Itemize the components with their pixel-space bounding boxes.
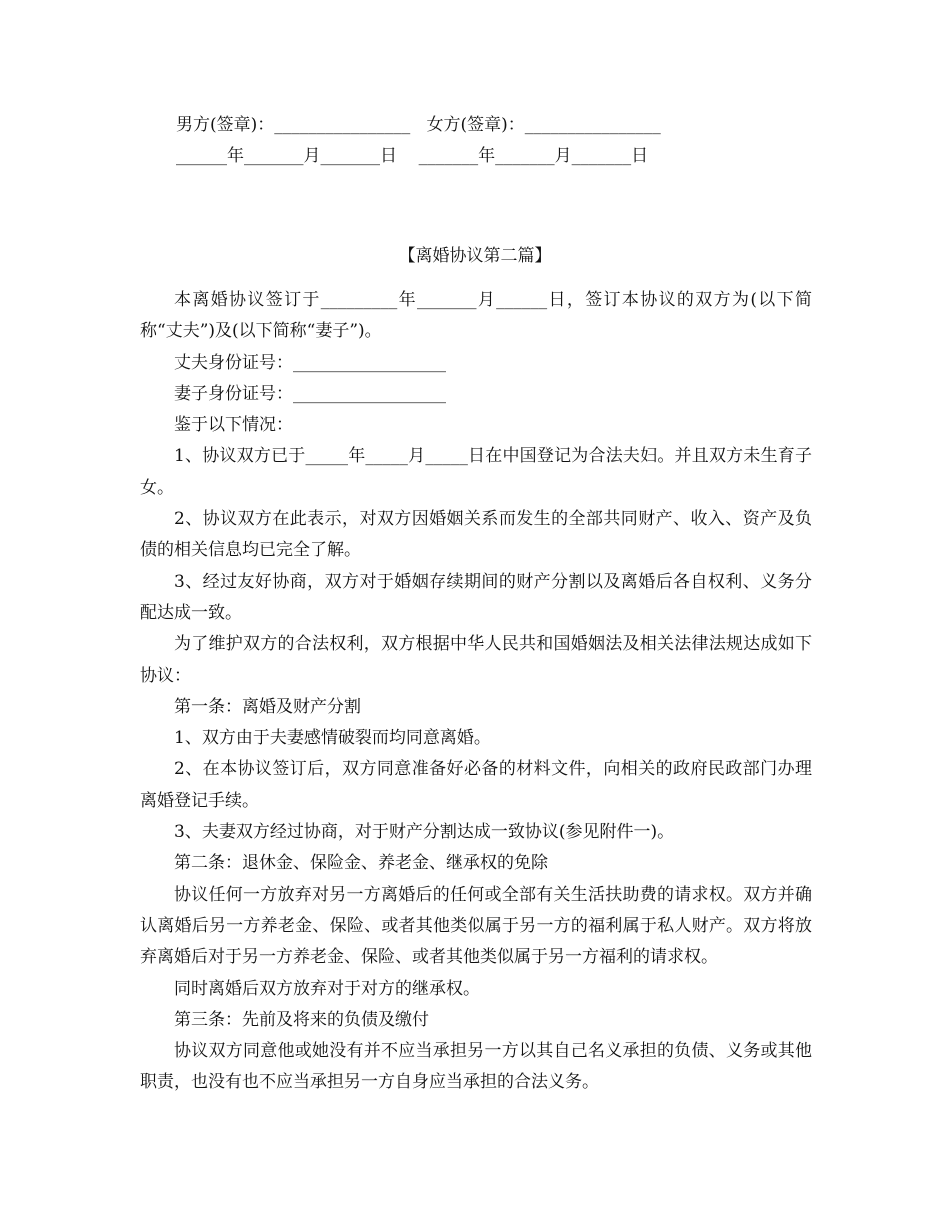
article-2-paragraph: 协议任何一方放弃对另一方离婚后的任何或全部有关生活扶助费的请求权。双方并确认离婚后另一方养老金、保险、或者其他类似属于另一方的福利属于私人财产。双方将放弃离婚后对于另一方养老金、保险、或者其他类似属于另一方福利的请求权。	[140, 884, 812, 968]
date-line: ______年_______月_______日 _______年_______月_______日	[176, 146, 649, 166]
article-2-inheritance: 同时离婚后双方放弃对于对方的继承权。	[174, 978, 480, 999]
agreement-body	[140, 285, 812, 1099]
husband-id-field: 丈夫身份证号：__________________	[174, 352, 446, 373]
article-3-heading: 第三条：先前及将来的负债及缴付	[174, 1009, 429, 1030]
agreement-preamble: 为了维护双方的合法权利，双方根据中华人民共和国婚姻法及相关法律法规达成如下协议：	[140, 634, 812, 686]
whereas-heading: 鉴于以下情况：	[174, 415, 293, 436]
article-1-item-2: 2、在本协议签订后，双方同意准备好必备的材料文件，向相关的政府民政部门办理离婚登记手续。	[140, 759, 812, 811]
whereas-item-3: 3、经过友好协商，双方对于婚姻存续期间的财产分割以及离婚后各自权利、义务分配达成一致。	[140, 571, 812, 623]
section-title: 【离婚协议第二篇】	[398, 246, 552, 266]
article-1-item-1: 1、双方由于夫妻感情破裂而均同意离婚。	[174, 728, 491, 749]
article-1-heading: 第一条：离婚及财产分割	[174, 696, 361, 717]
intro-paragraph: 本离婚协议签订于_________年_______月______日，签订本协议的双方为(以下简称“丈夫”)及(以下简称“妻子”)。	[140, 290, 812, 342]
article-2-heading: 第二条：退休金、保险金、养老金、继承权的免除	[174, 853, 548, 874]
whereas-item-1: 1、协议双方已于_____年_____月_____日在中国登记为合法夫妇。并且双方未生育子女。	[140, 446, 812, 498]
whereas-item-2: 2、协议双方在此表示，对双方因婚姻关系而发生的全部共同财产、收入、资产及负债的相关信息均已完全了解。	[140, 509, 812, 561]
wife-id-field: 妻子身份证号：__________________	[174, 383, 446, 404]
article-3-paragraph: 协议双方同意他或她没有并不应当承担另一方以其自己名义承担的负债、义务或其他职责，也没有也不应当承担另一方自身应当承担的合法义务。	[140, 1041, 812, 1093]
signature-line: 男方(签章)：________________ 女方(签章)：________________	[176, 115, 661, 135]
article-1-item-3: 3、夫妻双方经过协商，对于财产分割达成一致协议(参见附件一)。	[174, 822, 675, 843]
